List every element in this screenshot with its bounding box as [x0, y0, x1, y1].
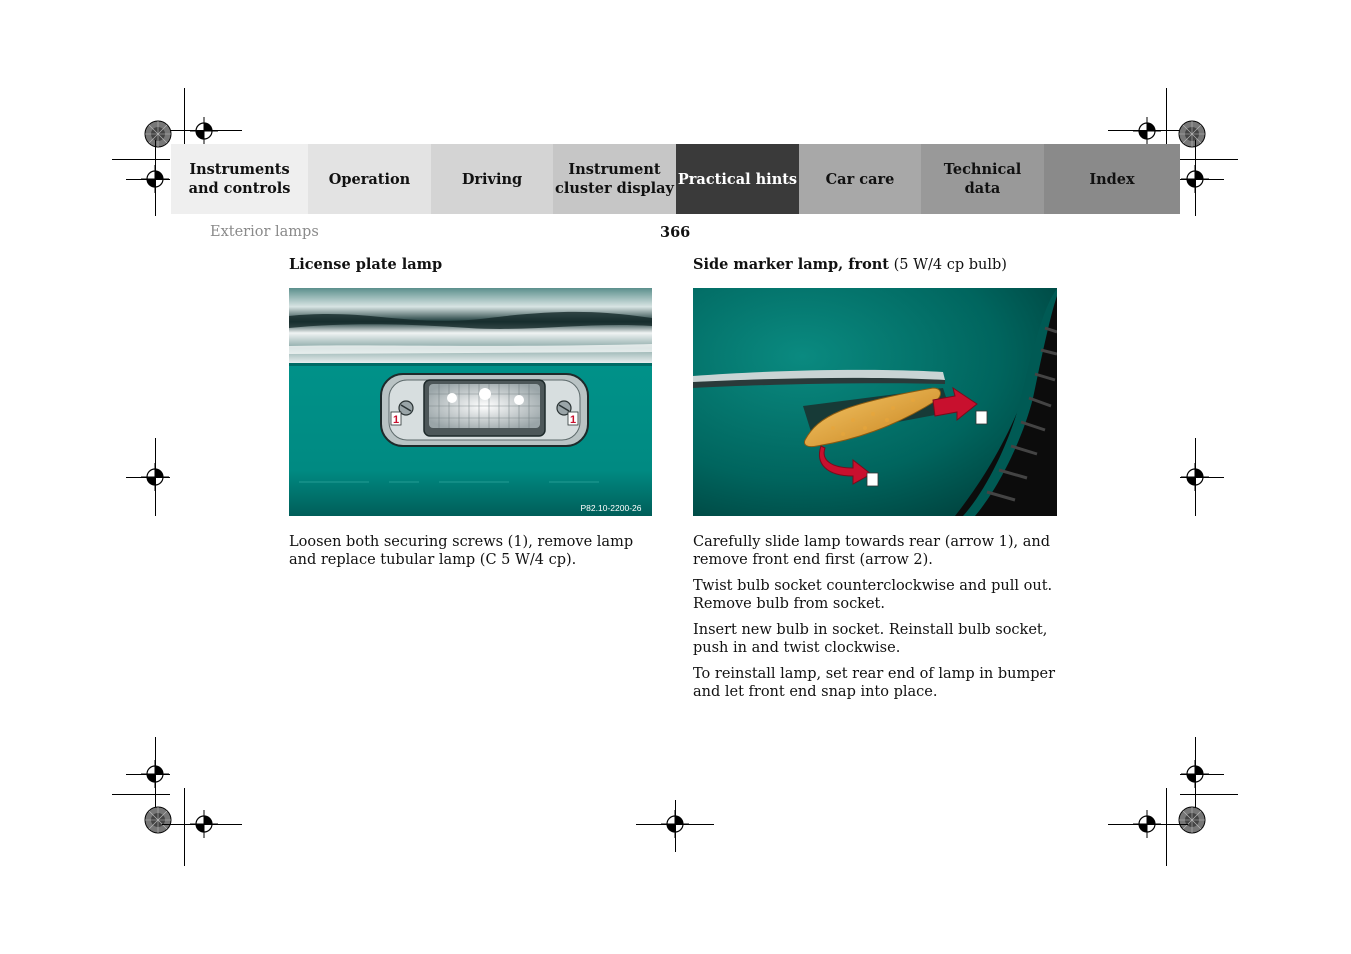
- page-number: 366: [660, 224, 691, 241]
- tab-driving[interactable]: Driving: [431, 144, 553, 214]
- tab-technical-data[interactable]: Technical data: [921, 144, 1044, 214]
- color-wheel-icon: [1178, 120, 1206, 148]
- tab-instruments-and-controls[interactable]: Instruments and controls: [171, 144, 308, 214]
- figure-code: P82.10-2200-26: [580, 503, 642, 513]
- tab-instrument-cluster-display[interactable]: Instrument cluster display: [553, 144, 676, 214]
- callout-1-left: 1: [392, 414, 400, 426]
- side-marker-lamp-title: Side marker lamp, front (5 W/4 cp bulb): [693, 256, 1007, 273]
- side-marker-lamp-figure: [693, 288, 1057, 516]
- license-plate-lamp-figure: [289, 288, 652, 516]
- paragraph: Twist bulb socket counterclockwise and pull out. Remove bulb from socket.: [693, 578, 1053, 612]
- color-wheel-icon: [144, 120, 172, 148]
- side-marker-lamp-illustration: [693, 288, 1057, 516]
- license-plate-instructions: [289, 533, 649, 577]
- paragraph: Insert new bulb in socket. Reinstall bulb socket, push in and twist clockwise.: [693, 622, 1048, 656]
- section-label: Exterior lamps: [210, 224, 319, 240]
- paragraph: Loosen both securing screws (1), remove lamp and replace tubular lamp (C 5 W/4 cp).: [289, 534, 634, 568]
- paragraph: Carefully slide lamp towards rear (arrow 1), and remove front end first (arrow 2).: [693, 534, 1050, 568]
- registration-target-icon: [190, 117, 218, 145]
- color-wheel-icon: [1178, 806, 1206, 834]
- paragraph: To reinstall lamp, set rear end of lamp in bumper and let front end snap into place.: [693, 666, 1056, 700]
- chapter-nav: [171, 144, 1180, 214]
- tab-index[interactable]: Index: [1044, 144, 1180, 214]
- license-plate-lamp-illustration: [289, 288, 652, 516]
- callout-1-right: 1: [569, 414, 577, 426]
- side-marker-instructions: [693, 533, 1063, 709]
- tab-car-care[interactable]: Car care: [799, 144, 921, 214]
- color-wheel-icon: [144, 806, 172, 834]
- tab-practical-hints[interactable]: Practical hints: [676, 144, 799, 214]
- registration-target-icon: [1133, 117, 1161, 145]
- license-plate-lamp-title: License plate lamp: [289, 256, 443, 273]
- tab-operation[interactable]: Operation: [308, 144, 431, 214]
